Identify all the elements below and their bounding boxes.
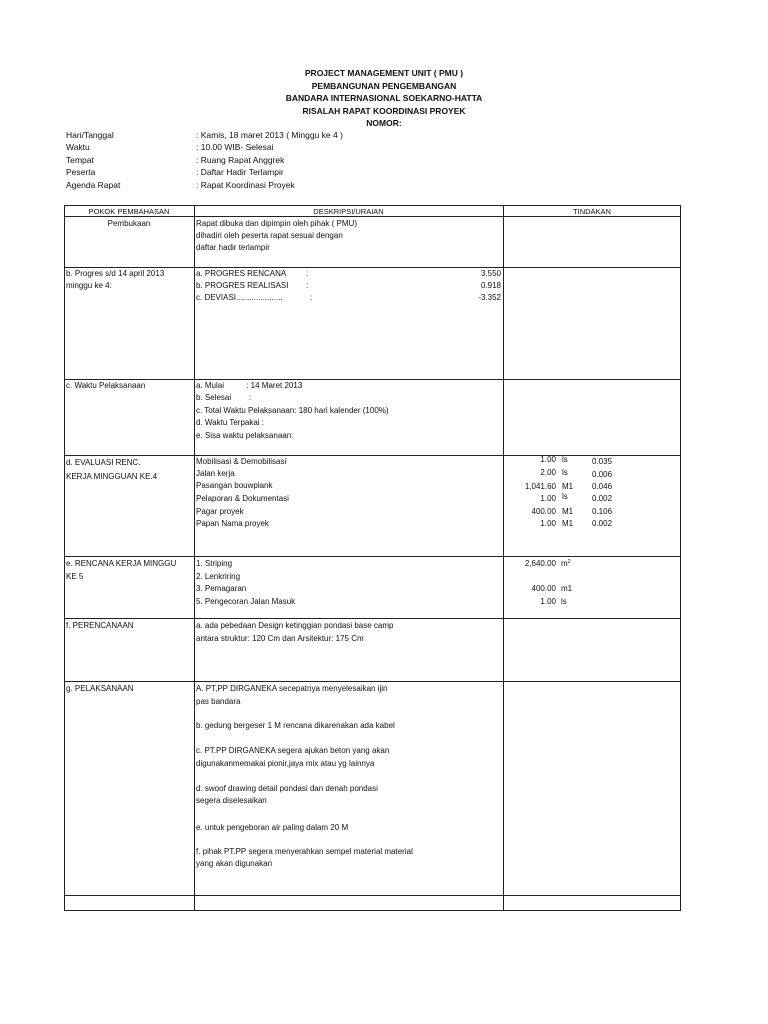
work-item-unit: M1	[562, 507, 574, 516]
description-line: Rapat dibuka dan dipimpin oleh pihak ( PMU)	[196, 219, 357, 228]
column-divider	[194, 205, 195, 911]
description-line: dihadiri oleh peserta rapat sesuai dengan	[196, 231, 343, 240]
work-item-weight: 0.106	[592, 507, 613, 516]
row-divider	[64, 556, 681, 557]
header-line-5: NOMOR:	[366, 118, 402, 128]
work-item-unit: ls	[562, 455, 568, 464]
description-line: a. ada pebedaan Design ketinggian pondasi base camp	[196, 621, 394, 630]
info-value: : 10.00 WIB- Selesai	[196, 142, 274, 152]
row-divider	[64, 455, 681, 456]
work-item-name: Pelaporan & Dokumentasi	[196, 494, 289, 503]
progress-label: c. DEVIASI.....................	[196, 293, 283, 302]
topic-schedule: c. Waktu Pelaksanaan	[66, 381, 146, 390]
progress-colon: :	[306, 269, 309, 278]
work-item-qty: 1.00	[540, 455, 556, 464]
description-line: segera diselesaikan	[196, 796, 267, 805]
work-item-unit: ls	[562, 492, 568, 501]
topic-progress: b. Progres s/d 14 april 2013	[66, 269, 165, 278]
description-line: digunakanmemakai pionir,jaya mix atau yg lainnya	[196, 759, 375, 768]
plan-item-qty: 400.00	[531, 584, 556, 593]
progress-label: b. PROGRES REALISASI	[196, 281, 289, 290]
topic-next-week-plan: e. RENCANA KERJA MINGGU	[66, 559, 177, 568]
description-line: d. Waktu Terpakai :	[196, 418, 265, 427]
description-line: a. Mulai : 14 Maret 2013	[196, 381, 303, 390]
work-item-name: Mobilisasi & Demobilisasi	[196, 457, 287, 466]
description-line: A. PT,PP DIRGANEKA secepatnya menyelesaikan ijin	[196, 684, 388, 693]
description-line: f. pihak PT.PP segera menyerahkan sempel material material	[196, 847, 413, 856]
progress-value: 0.918	[480, 281, 501, 290]
work-item-unit: M1	[562, 482, 574, 491]
work-item-qty: 2.00	[540, 468, 556, 477]
column-header-description: DESKRIPSI/URAIAN	[313, 207, 384, 216]
plan-item-name: 1. Striping	[196, 559, 233, 568]
description-line: antara struktur: 120 Cm dan Arsitektur: 175 Cm	[196, 634, 364, 643]
plan-item-name: 3. Pemagaran	[196, 584, 247, 593]
work-item-qty: 1.00	[540, 494, 556, 503]
header-line-2: PEMBANGUNAN PENGEMBANGAN	[311, 81, 457, 91]
description-line: e. untuk pengeboran air paling dalam 20 M	[196, 823, 349, 832]
description-line: d. swoof drawing detail pondasi dan denah pondasi	[196, 784, 378, 793]
description-line: daftar hadir terlampir	[196, 243, 270, 252]
description-line: yang akan digunakan	[196, 859, 273, 868]
work-item-weight: 0.006	[592, 470, 613, 479]
row-divider	[64, 681, 681, 682]
topic-evaluation-sub: KERJA MINGGUAN KE.4	[66, 472, 158, 481]
work-item-weight: 0.002	[592, 494, 613, 503]
work-item-qty: 1.00	[540, 519, 556, 528]
plan-item-unit: ls	[561, 597, 567, 606]
work-item-unit: M1	[562, 519, 574, 528]
plan-item-name: 2. Lenkriring	[196, 572, 241, 581]
column-header-action: TINDAKAN	[573, 207, 611, 216]
progress-label: a. PROGRES RENCANA	[196, 269, 287, 278]
work-item-name: Jalan kerja	[196, 469, 235, 478]
info-label: Waktu	[66, 142, 90, 152]
topic-planning: f. PERENCANAAN	[66, 621, 134, 630]
unit-text: m	[561, 559, 568, 568]
work-item-qty: 400.00	[531, 507, 556, 516]
work-item-weight: 0.046	[592, 482, 613, 491]
info-value: : Ruang Rapat Anggrek	[196, 155, 285, 165]
header-line-3: BANDARA INTERNASIONAL SOEKARNO-HATTA	[285, 93, 483, 103]
work-item-unit: ls	[562, 468, 568, 477]
info-label: Peserta	[66, 167, 96, 177]
work-item-name: Pasangan bouwplank	[196, 481, 273, 490]
header-line-1: PROJECT MANAGEMENT UNIT ( PMU )	[304, 68, 464, 78]
row-divider	[64, 895, 681, 896]
info-label: Agenda Rapat	[66, 180, 121, 190]
topic-next-week-plan-sub: KE 5	[66, 572, 84, 581]
header-line-4: RISALAH RAPAT KOORDINASI PROYEK	[302, 106, 466, 116]
topic-progress-sub: minggu ke 4:	[66, 281, 112, 290]
plan-item-unit: m1	[561, 584, 573, 593]
description-line: pas bandara	[196, 697, 241, 706]
work-item-weight: 0.035	[592, 457, 613, 466]
description-line: c. PT.PP DIRGANEKA segera ajukan beton yang akan	[196, 746, 390, 755]
topic-evaluation: d. EVALUASI RENC.	[66, 458, 141, 467]
plan-item-unit	[561, 558, 571, 570]
description-line: c. Total Waktu Pelaksanaan: 180 hari kalender (100%)	[196, 406, 389, 415]
plan-item-qty: 2,640.00	[524, 559, 556, 568]
work-item-name: Papan Nama proyek	[196, 519, 269, 528]
progress-value: -3.352	[478, 293, 501, 302]
work-item-qty: 1,041.60	[524, 482, 556, 491]
topic-execution: g. PELAKSANAAN	[66, 684, 134, 693]
info-value: : Rapat Koordinasi Proyek	[196, 180, 295, 190]
info-label: Hari/Tanggal	[66, 130, 114, 140]
unit-superscript: 2	[567, 559, 571, 565]
work-item-weight: 0.002	[592, 519, 613, 528]
progress-colon: :	[306, 281, 309, 290]
description-line: e. Sisa waktu pelaksanaan:	[196, 431, 294, 440]
work-item-name: Pagar proyek	[196, 507, 244, 516]
description-line: b. Selesai :	[196, 393, 252, 402]
info-value: : Kamis, 18 maret 2013 ( Minggu ke 4 )	[196, 130, 343, 140]
progress-colon: :	[310, 293, 313, 302]
plan-item-qty: 1.00	[540, 597, 556, 606]
row-divider	[64, 618, 681, 619]
info-value: : Daftar Hadir Terlampir	[196, 167, 284, 177]
topic-opening: Pembukaan	[107, 219, 151, 228]
column-header-topic: POKOK PEMBAHASAN	[88, 207, 170, 216]
progress-value: 3.550	[480, 269, 501, 278]
plan-item-name: 5. Pengecoran Jalan Masuk	[196, 597, 296, 606]
description-line: b. gedung bergeser 1 M rencana dikarenakan ada kabel	[196, 721, 395, 730]
row-divider	[64, 379, 681, 380]
info-label: Tempat	[66, 155, 94, 165]
